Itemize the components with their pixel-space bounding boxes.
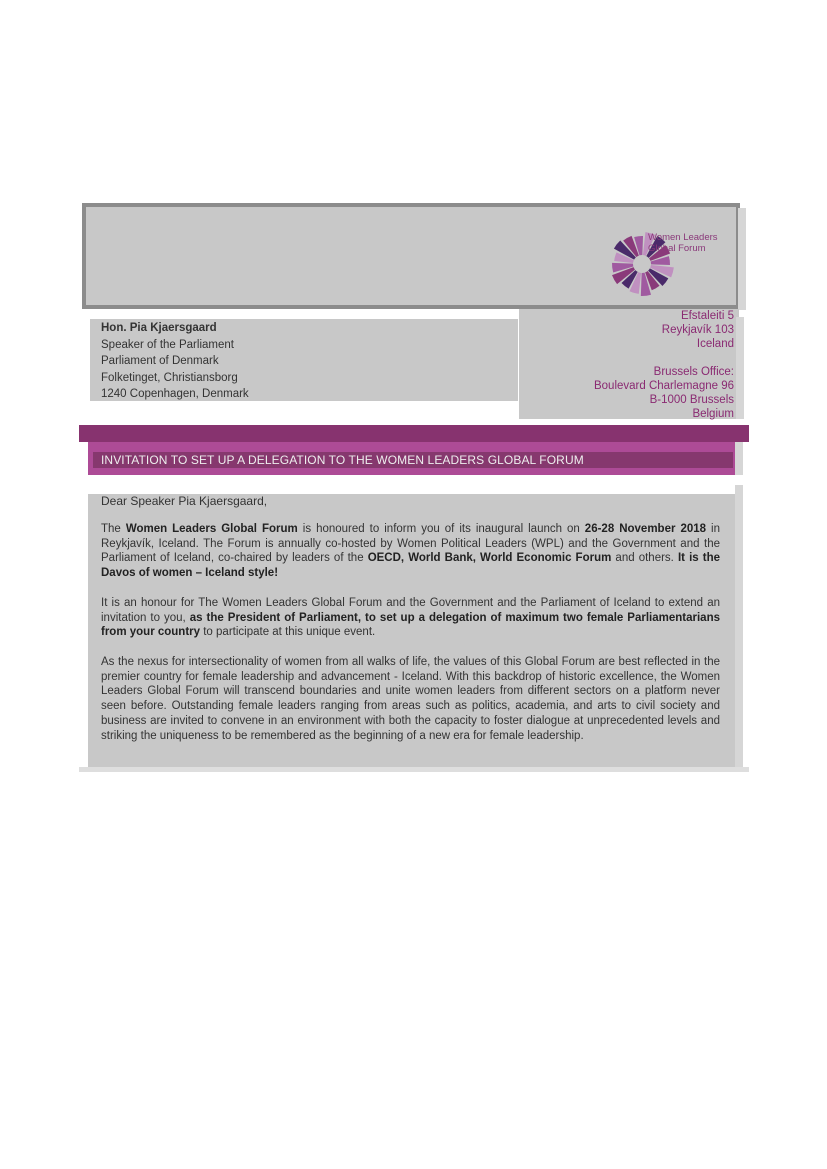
brussels-office-label: Brussels Office: bbox=[653, 366, 734, 378]
purple-divider bbox=[79, 425, 749, 442]
brussels-street: Boulevard Charlemagne 96 bbox=[593, 380, 734, 392]
recipient-organization: Parliament of Denmark bbox=[101, 355, 219, 368]
letter-title: INVITATION TO SET UP A DELEGATION TO THE WOMEN LEADERS GLOBAL FORUM bbox=[101, 453, 584, 467]
recipient-city: 1240 Copenhagen, Denmark bbox=[101, 388, 249, 401]
recipient-title: Speaker of the Parliament bbox=[101, 338, 234, 351]
p1-bold-forum: Women Leaders Global Forum bbox=[125, 523, 298, 535]
logo-text-line1: Women Leaders bbox=[648, 232, 718, 243]
body-shadow bbox=[735, 485, 743, 769]
p1-text-1: The bbox=[101, 523, 126, 535]
title-shadow bbox=[735, 442, 743, 475]
brussels-country: Belgium bbox=[692, 408, 734, 420]
recipient-street: Folketinget, Christiansborg bbox=[101, 371, 238, 384]
sender-shadow bbox=[736, 317, 744, 419]
wlgf-logo bbox=[610, 228, 720, 300]
paragraph-1 bbox=[101, 522, 720, 581]
p1-text-4: and others. bbox=[611, 552, 678, 565]
sender-city: Reykjavík 103 bbox=[661, 324, 734, 336]
sender-address bbox=[519, 309, 739, 419]
sender-street: Efstaleiti 5 bbox=[680, 310, 734, 322]
body-bottom-edge bbox=[79, 767, 749, 772]
p2-bold-request: as the President of Parliament, to set up a delegation of maximum two female Parliamentarians from your country bbox=[101, 611, 720, 639]
p2-text-2: to participate at this unique event. bbox=[200, 626, 376, 639]
salutation: Dear Speaker Pia Kjaersgaard, bbox=[101, 494, 268, 508]
logo-text-line2: Global Forum bbox=[648, 243, 706, 254]
p2-text-1: It is an honour for The Women Leaders Global Forum and the Government and the Parliament of Iceland to extend an invitation to you, bbox=[101, 597, 720, 624]
paragraph-3: As the nexus for intersectionality of women from all walks of life, the values of this Global Forum are best reflected in the premier country for female leadership and advancement - Iceland. With this backdrop of historic excellence, the Women Leaders Global Forum will transcend boundaries and unite women leaders from different sectors on a platform never seen before. Outstanding female leaders ranging from areas such as politics, academia, and arts to civil society and business are invited to convene in an environment with both the capacity to foster dialogue at unprecedented levels and striking the uniqueness to be remembered as the beginning of a new era for female leadership. bbox=[101, 656, 720, 742]
sender-spacer bbox=[519, 351, 739, 365]
p1-bold-cochairs: OECD, World Bank, World Economic Forum bbox=[367, 552, 612, 565]
recipient-address bbox=[90, 319, 518, 401]
p1-text-2: is honoured to inform you of its inaugural launch on bbox=[297, 523, 585, 535]
paragraph-2 bbox=[101, 596, 720, 640]
banner-shadow bbox=[738, 208, 746, 310]
brussels-city: B-1000 Brussels bbox=[649, 394, 734, 406]
p1-bold-date: 26-28 November 2018 bbox=[584, 523, 707, 535]
sender-country: Iceland bbox=[696, 338, 734, 350]
p1-text-3: in Reykjavík, Iceland. The Forum is annually co-hosted by Women Political Leaders (WPL) and the Government and the Parliament of Iceland, co-chaired by leaders of the bbox=[101, 523, 720, 565]
recipient-name: Hon. Pia Kjaersgaard bbox=[101, 322, 217, 334]
p1-bold-davos: It is the Davos of women – Iceland style! bbox=[101, 552, 720, 580]
